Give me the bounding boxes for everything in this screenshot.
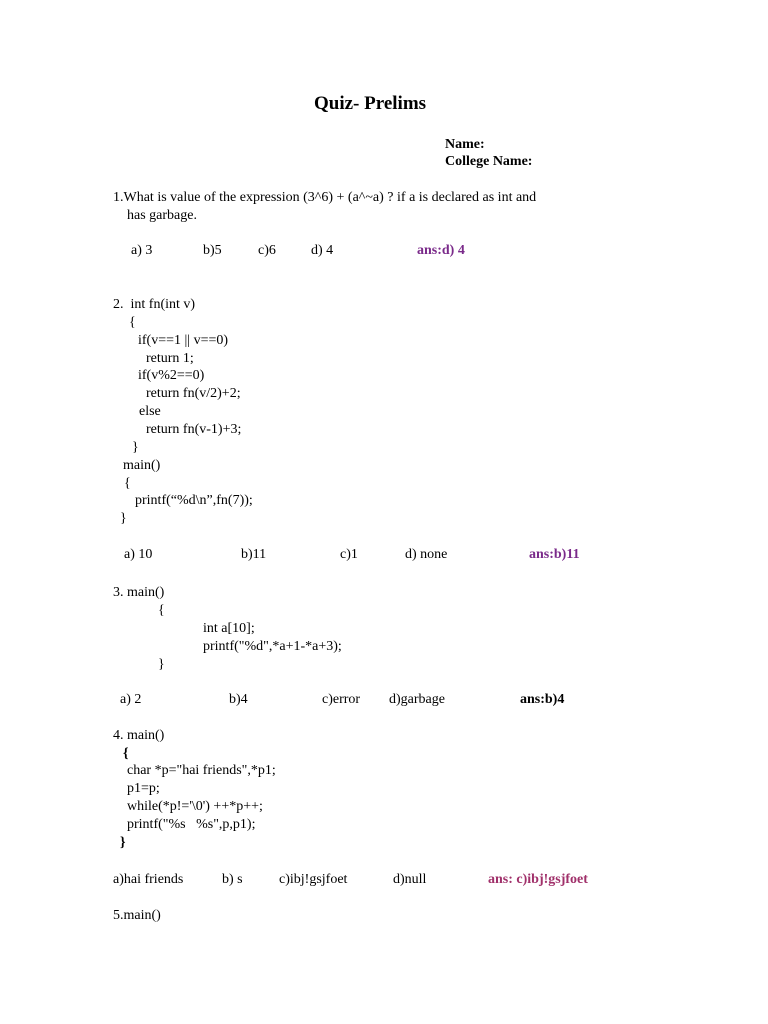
q2-code-line: return fn(v-1)+3;: [146, 422, 242, 437]
q3-option-d: d)garbage: [389, 692, 445, 707]
q4-code-line: while(*p!='\0') ++*p++;: [127, 799, 263, 814]
q5-code-line: 5.main(): [113, 908, 161, 923]
college-name-label: College Name:: [445, 154, 533, 169]
q2-option-a: a) 10: [124, 547, 153, 562]
q2-option-d: d) none: [405, 547, 448, 562]
q2-code-line: 2. int fn(int v): [113, 297, 196, 312]
q3-code-line: printf("%d",*a+1-*a+3);: [203, 639, 342, 654]
q4-code-line: {: [123, 746, 129, 761]
q2-code-line: }: [120, 511, 127, 526]
q2-option-c: c)1: [340, 547, 358, 562]
q2-code-line: }: [132, 440, 139, 455]
q2-answer: ans:b)11: [529, 547, 580, 562]
q1-option-d: d) 4: [311, 243, 334, 258]
q4-code-line: }: [120, 835, 126, 850]
q4-code-line: 4. main(): [113, 728, 165, 743]
q3-option-a: a) 2: [120, 692, 142, 707]
q2-code-line: return fn(v/2)+2;: [146, 386, 241, 401]
q1-text-line2: has garbage.: [127, 208, 197, 223]
q3-code-line: int a[10];: [203, 621, 255, 636]
q4-option-d: d)null: [393, 872, 427, 887]
q2-option-b: b)11: [241, 547, 267, 562]
q4-option-a: a)hai friends: [113, 872, 184, 887]
q2-code-line: if(v%2==0): [138, 368, 205, 383]
q3-code-line: {: [158, 603, 165, 618]
q4-option-c: c)ibj!gsjfoet: [279, 872, 348, 887]
q1-text-line1: 1.What is value of the expression (3^6) + (a^~a) ? if a is declared as int and: [113, 190, 537, 205]
q2-code-line: return 1;: [146, 351, 194, 366]
q1-option-b: b)5: [203, 243, 222, 258]
q4-code-line: printf("%s %s",p,p1);: [127, 817, 256, 832]
q4-answer: ans: c)ibj!gsjfoet: [488, 872, 588, 887]
q1-answer: ans:d) 4: [417, 243, 465, 258]
q3-option-b: b)4: [229, 692, 248, 707]
q4-option-b: b) s: [222, 872, 243, 887]
q3-code-line: 3. main(): [113, 585, 165, 600]
name-label: Name:: [445, 137, 485, 152]
q3-answer: ans:b)4: [520, 692, 565, 707]
q3-code-line: }: [158, 657, 165, 672]
q1-option-c: c)6: [258, 243, 276, 258]
q3-option-c: c)error: [322, 692, 361, 707]
q2-code-line: main(): [123, 458, 161, 473]
q1-option-a: a) 3: [131, 243, 153, 258]
page-title: Quiz- Prelims: [314, 93, 427, 114]
q2-code-line: if(v==1 || v==0): [138, 333, 229, 348]
q2-code-line: printf(“%d\n”,fn(7));: [135, 493, 253, 508]
q4-code-line: char *p="hai friends",*p1;: [127, 763, 276, 778]
q2-code-line: {: [129, 315, 136, 330]
q2-code-line: else: [139, 404, 161, 419]
q4-code-line: p1=p;: [127, 781, 160, 796]
q2-code-line: {: [124, 476, 131, 491]
